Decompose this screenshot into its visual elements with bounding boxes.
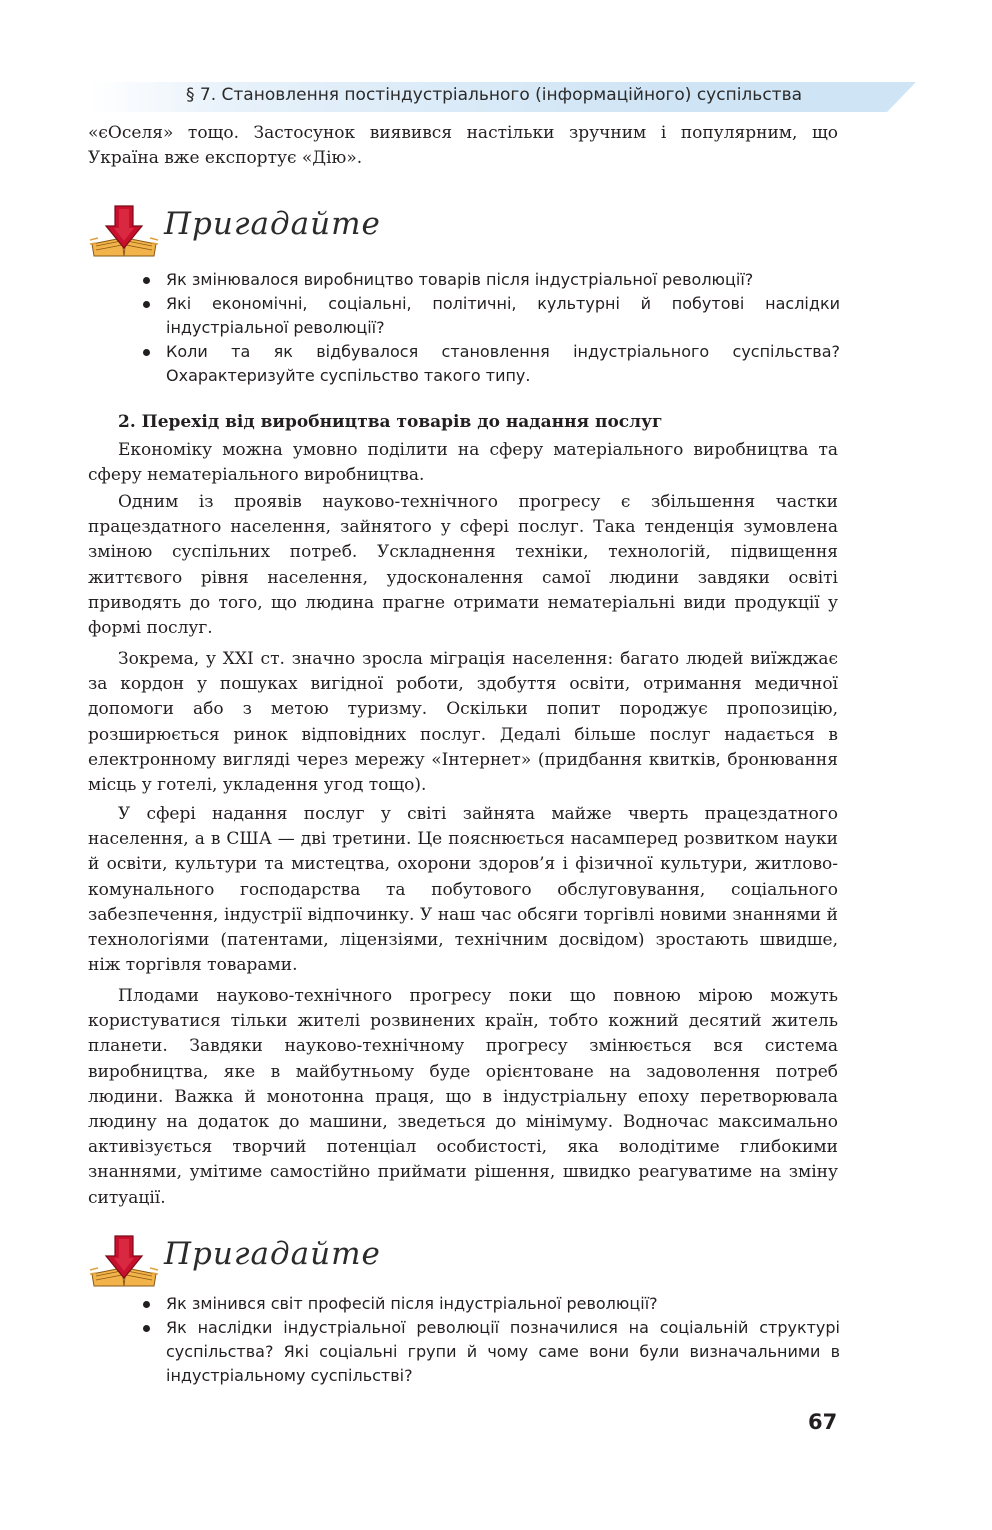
bullet-icon	[143, 277, 150, 284]
body-paragraph: У сфері надання послуг у світі зайнята майже чверть працездатного населення, а в США — дві третини. Це пояснюється насамперед розвитком науки й освіти, культури та мистецтва, охорони здоров’я і фізичної культури, житлово-комунального господарства та побутового обслуговування, соціального забезпечення, індустрії відпочинку. У наш час обсяги торгівлі новими знаннями й технологіями (патентами, ліцензіями, технічним досвідом) зростають швидше, ніж торгівля товарами.	[88, 804, 838, 976]
body-paragraph: Зокрема, у XXI ст. значно зросла міграція населення: багато людей виїжджає за кордон у пошуках вигідної роботи, здобуття освіти, отримання медичної допомоги або з метою туризму. Оскільки попит породжує пропозицію, розширюється ринок відповідних послуг. Дедалі більше послуг надається в електронному вигляді через мережу «Інтернет» (придбання квитків, бронювання місць у готелі, укладення угод тощо).	[88, 649, 838, 796]
body-paragraph: Одним із проявів науково-технічного прогресу є збільшення частки працездатного населення, зайнятого у сфері послуг. Така тенденція зумовлена зміною суспільних потреб. Ускладнення техніки, технологій, підвищення життєвого рівня населення, удосконалення самої людини завдяки освіті приводять до того, що людина прагне отримати нематеріальні види продукції у формі послуг.	[88, 492, 838, 639]
bullet-icon	[143, 1325, 150, 1332]
bullet-icon	[143, 349, 150, 356]
running-title: § 7. Становлення постіндустріального (інформаційного) суспільства	[186, 85, 803, 105]
list-item: Як наслідки індустріальної революції позначилися на соціальній структурі суспільства? Які соціальні групи й чому саме вони були визначальними в індустріальному суспільстві?	[140, 1316, 840, 1388]
bullet-icon	[143, 1301, 150, 1308]
book-arrow-icon	[88, 1234, 160, 1290]
list-item: Коли та як відбувалося становлення індустріального суспільства? Охарактеризуйте суспільство такого типу.	[140, 340, 840, 388]
page-number: 67	[808, 1410, 838, 1434]
remember-heading-2	[88, 1228, 388, 1292]
remember-title: Пригадайте	[164, 1236, 381, 1272]
bullet-icon	[143, 301, 150, 308]
body-paragraph: Економіку можна умовно поділити на сферу матеріального виробництва та сферу нематеріального виробництва.	[88, 440, 838, 486]
remember-heading-1	[88, 198, 388, 262]
body-paragraph: Плодами науково-технічного прогресу поки що повною мірою можуть користуватися тільки жителі розвинених країн, тобто кожний десятий житель планети. Завдяки науково-технічному прогресу змінюється вся система виробництва, яке в майбутньому буде орієнтоване на задоволення потреб людини. Важка й монотонна праця, що в індустріальну епоху перетворювала людину на додаток до машини, зведеться до мінімуму. Водночас максимально активізується творчий потенціал особистості, яка володітиме глибокими знаннями, умітиме самостійно приймати рішення, швидко реагуватиме на зміну ситуації.	[88, 986, 838, 1208]
remember-title: Пригадайте	[164, 206, 381, 242]
remember-question-list-1	[140, 268, 840, 388]
remember-question-list-2	[140, 1292, 840, 1388]
list-item: Які економічні, соціальні, політичні, культурні й побутові наслідки індустріальної революції?	[140, 292, 840, 340]
list-item: Як змінився світ професій після індустріальної революції?	[140, 1292, 840, 1316]
section-title: 2. Перехід від виробництва товарів до надання послуг	[118, 412, 663, 432]
list-item: Як змінювалося виробництво товарів після індустріальної революції?	[140, 268, 840, 292]
book-arrow-icon	[88, 204, 160, 260]
intro-paragraph: «єОселя» тощо. Застосунок виявився настільки зручним і популярним, що Україна вже експортує «Дію».	[88, 123, 838, 169]
